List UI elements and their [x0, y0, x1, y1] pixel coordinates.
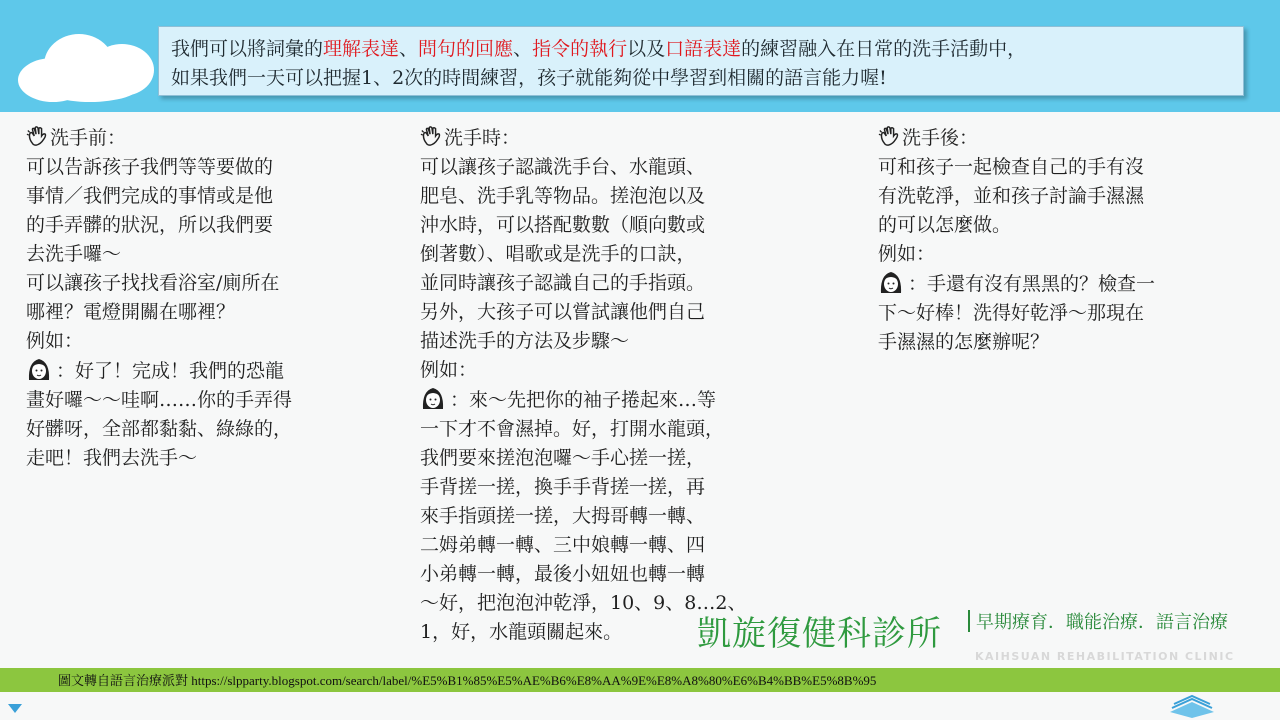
banner-highlight: 指令的執行 [532, 38, 628, 60]
section-heading [878, 124, 1258, 153]
body-line: 可以告訴孩子我們等等要做的 [26, 156, 274, 178]
body-line: 並同時讓孩子認識自己的手指頭。 [420, 272, 706, 294]
section-after [878, 124, 1258, 357]
banner-text: 我們可以將詞彙的 [171, 38, 324, 60]
banner-highlight: 問句的回應 [418, 38, 514, 60]
section-heading-text: 洗手時： [444, 127, 521, 149]
dialogue-text: ：手還有沒有黑黑的？檢查一 [908, 273, 1156, 295]
dialogue-line [26, 356, 386, 386]
clinic-services [968, 608, 1228, 634]
clapping-hands-icon [26, 125, 48, 147]
woman-face-icon [878, 269, 904, 295]
clinic-english-name: KAIHSUAN REHABILITATION CLINIC [975, 650, 1235, 663]
banner-text: 以及 [627, 38, 666, 60]
body-line: 例如： [878, 243, 936, 265]
source-credit: 圖文轉自語言治療派對 https://slpparty.blogspot.com/search/label/%E5%B1%85%E5%AE%B6%E8%AA%9E%E8%A8%80%E6%B4%BB%E5%8B%95 [58, 673, 877, 688]
body-line: 可和孩子一起檢查自己的手有沒 [878, 156, 1145, 178]
body-line: 有洗乾淨，並和孩子討論手濕濕 [878, 185, 1145, 207]
body-line: 哪裡？電燈開關在哪裡？ [26, 301, 236, 323]
clapping-hands-icon [878, 125, 900, 147]
body-line: 倒著數）、唱歌或是洗手的口訣， [420, 243, 696, 265]
dialogue-text: 手背搓一搓，換手手背搓一搓，再 [420, 476, 706, 498]
dialogue-text: 二姆弟轉一轉、三中娘轉一轉、四 [420, 534, 706, 556]
body-line: 的可以怎麼做。 [878, 214, 1012, 236]
intro-banner [158, 26, 1244, 96]
clinic-name: 凱旋復健科診所 [697, 614, 942, 654]
banner-text: 的練習融入在日常的洗手活動中， [741, 38, 1027, 60]
dialogue-text: 1，好，水龍頭關起來。 [420, 621, 623, 643]
woman-face-icon [26, 356, 52, 382]
dialogue-text: 手濕濕的怎麼辦呢？ [878, 331, 1050, 353]
body-line: 描述洗手的方法及步驟～ [420, 330, 630, 352]
triangle-icon [8, 704, 22, 713]
dialogue-text: 我們要來搓泡泡囉～手心搓一搓， [420, 447, 706, 469]
woman-face-icon [420, 385, 446, 411]
section-heading [26, 124, 386, 153]
body-line: 的手弄髒的狀況，所以我們要 [26, 214, 274, 236]
banner-highlight: 理解表達 [323, 38, 400, 60]
dialogue-text: 好髒呀，全部都黏黏、綠綠的， [26, 418, 293, 440]
body-line: 去洗手囉～ [26, 243, 122, 265]
dialogue-line [420, 444, 820, 473]
section-during [420, 124, 820, 647]
dialogue-line [26, 415, 386, 444]
body-line: 可以讓孩子認識洗手台、水龍頭、 [420, 156, 706, 178]
dialogue-line [420, 502, 820, 531]
dialogue-line [26, 386, 386, 415]
dialogue-text: 走吧！我們去洗手～ [26, 447, 198, 469]
section-heading-text: 洗手後： [902, 127, 979, 149]
dialogue-line [420, 385, 820, 415]
dialogue-line [420, 560, 820, 589]
dialogue-line [420, 415, 820, 444]
body-line: 例如： [420, 359, 478, 381]
body-line: 沖水時，可以搭配數數（順向數或 [420, 214, 706, 236]
divider [968, 610, 970, 632]
dialogue-line [420, 531, 820, 560]
dialogue-text: 畫好囉～～哇啊……你的手弄得 [26, 389, 293, 411]
body-line: 肥皂、洗手乳等物品。搓泡泡以及 [420, 185, 706, 207]
banner-text: 、 [399, 38, 419, 60]
books-icon [1162, 690, 1222, 718]
banner-text: 、 [513, 38, 533, 60]
dialogue-line [878, 269, 1258, 299]
dialogue-line [26, 444, 386, 473]
banner-highlight: 口語表達 [665, 38, 742, 60]
clinic-services-text: 早期療育．職能治療．語言治療 [976, 612, 1228, 633]
clapping-hands-icon [420, 125, 442, 147]
banner-line-2: 如果我們一天可以把握1、2次的時間練習，孩子就能夠從中學習到相關的語言能力喔! [171, 67, 887, 89]
dialogue-line [878, 299, 1258, 328]
body-line: 事情／我們完成的事情或是他 [26, 185, 274, 207]
section-heading-text: 洗手前： [50, 127, 127, 149]
body-line: 可以讓孩子找找看浴室/廁所在 [26, 272, 280, 294]
section-before [26, 124, 386, 473]
section-heading [420, 124, 820, 153]
banner-line-1 [171, 35, 1231, 64]
dialogue-text: ～好，把泡泡沖乾淨，10、9、8…2、 [420, 592, 747, 614]
body-line: 另外，大孩子可以嘗試讓他們自己 [420, 301, 706, 323]
dialogue-text: 下～好棒！洗得好乾淨～那現在 [878, 302, 1145, 324]
dialogue-line [878, 328, 1258, 357]
dialogue-text: ：來～先把你的袖子捲起來…等 [450, 389, 717, 411]
dialogue-text: 來手指頭搓一搓，大拇哥轉一轉、 [420, 505, 706, 527]
dialogue-text: ：好了！完成！我們的恐龍 [56, 360, 285, 382]
dialogue-text: 一下才不會濕掉。好，打開水龍頭， [420, 418, 725, 440]
body-line: 例如： [26, 330, 84, 352]
dialogue-line [420, 473, 820, 502]
dialogue-text: 小弟轉一轉，最後小妞妞也轉一轉 [420, 563, 706, 585]
